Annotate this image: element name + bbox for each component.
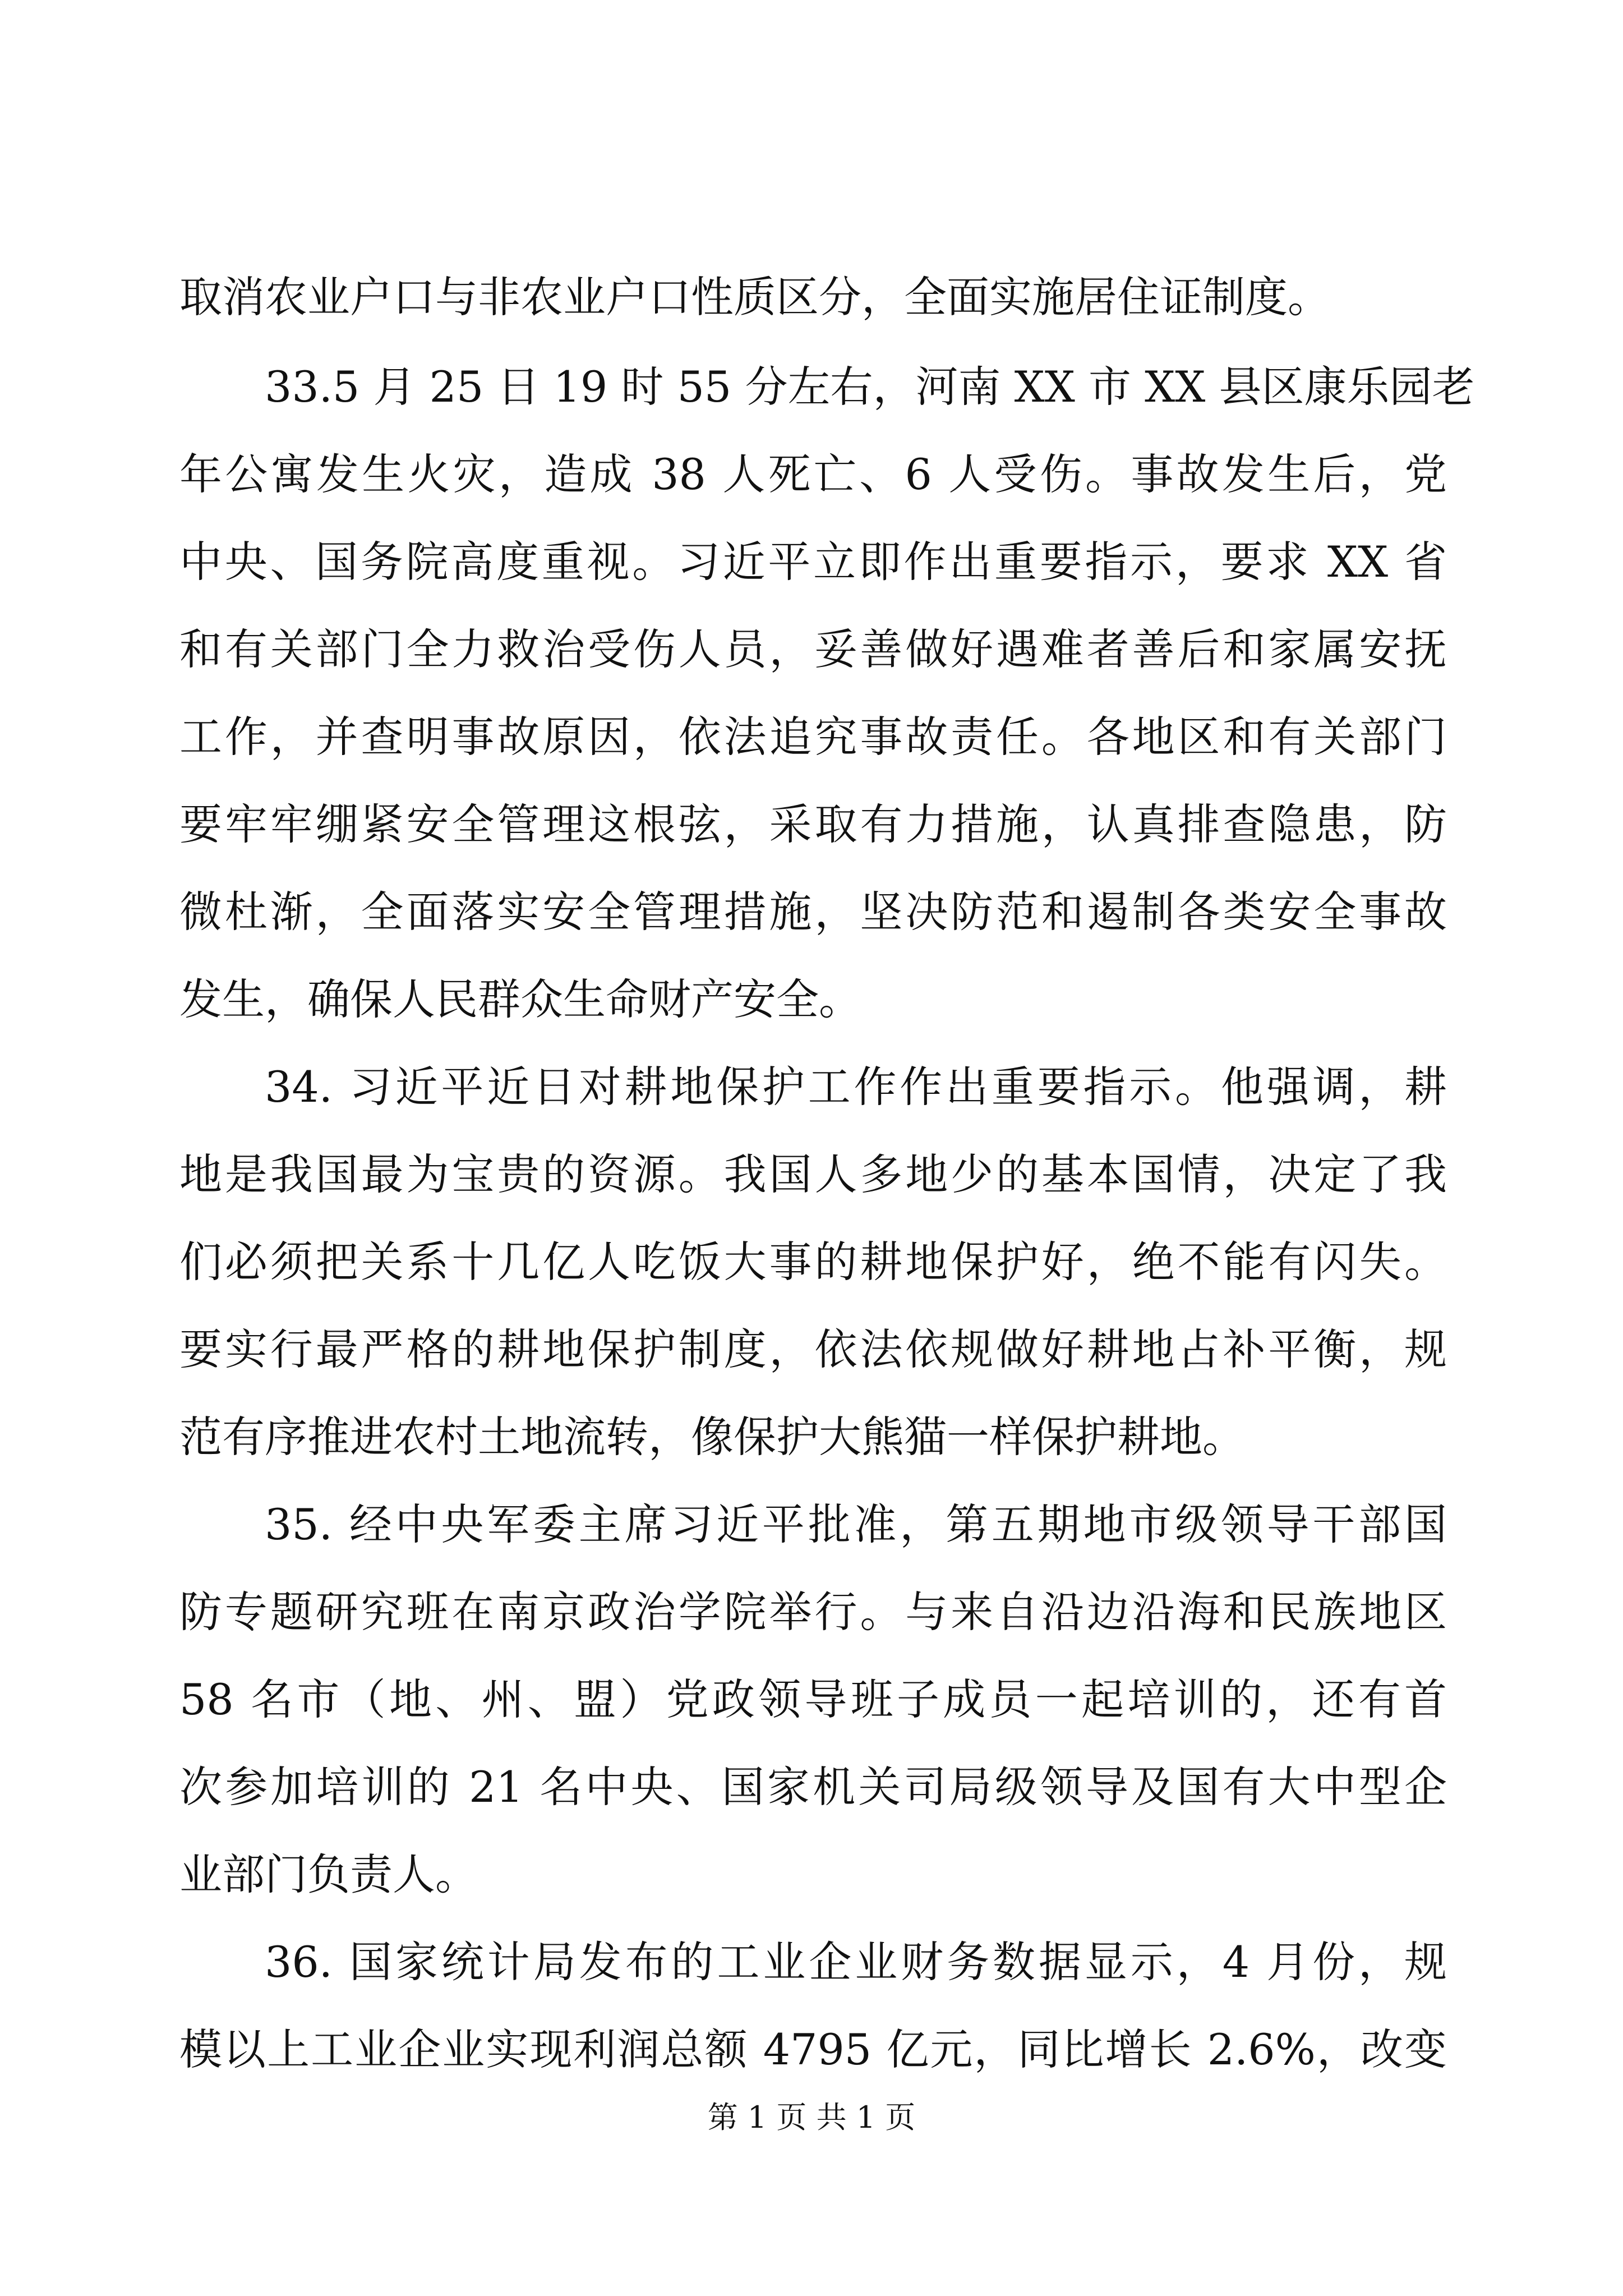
paragraph-line: 年公寓发生火灾，造成 38 人死亡、6 人受伤。事故发生后，党 — [179, 449, 1447, 499]
paragraph-line: 发生，确保人民群众生命财产安全。 — [179, 974, 861, 1024]
paragraph-line: 35. 经中央军委主席习近平批准，第五期地市级领导干部国 — [265, 1499, 1447, 1549]
paragraph-line: 34. 习近平近日对耕地保护工作作出重要指示。他强调，耕 — [265, 1062, 1447, 1112]
paragraph-line: 微杜渐，全面落实安全管理措施，坚决防范和遏制各类安全事故 — [179, 887, 1447, 937]
paragraph-line: 防专题研究班在南京政治学院举行。与来自沿边沿海和民族地区 — [179, 1587, 1447, 1637]
paragraph-line: 业部门负责人。 — [179, 1849, 478, 1899]
paragraph-line: 取消农业户口与非农业户口性质区分，全面实施居住证制度。 — [179, 272, 1330, 322]
paragraph-line: 模以上工业企业实现利润总额 4795 亿元，同比增长 2.6%，改变 — [179, 2024, 1447, 2074]
paragraph-line: 次参加培训的 21 名中央、国家机关司局级领导及国有大中型企 — [179, 1762, 1447, 1812]
paragraph-line: 和有关部门全力救治受伤人员，妥善做好遇难者善后和家属安抚 — [179, 624, 1447, 674]
paragraph-line: 要实行最严格的耕地保护制度，依法依规做好耕地占补平衡，规 — [179, 1324, 1447, 1374]
paragraph-line: 33.5 月 25 日 19 时 55 分左右，河南 XX 市 XX 县区康乐园老 — [265, 362, 1475, 412]
paragraph-line: 工作，并查明事故原因，依法追究事故责任。各地区和有关部门 — [179, 712, 1447, 762]
paragraph-line: 范有序推进农村土地流转，像保护大熊猫一样保护耕地。 — [179, 1412, 1245, 1462]
paragraph-line: 中央、国务院高度重视。习近平立即作出重要指示，要求 XX 省 — [179, 537, 1447, 587]
paragraph-line: 们必须把关系十几亿人吃饭大事的耕地保护好，绝不能有闪失。 — [179, 1237, 1447, 1287]
paragraph-line: 36. 国家统计局发布的工业企业财务数据显示，4 月份，规 — [265, 1937, 1447, 1987]
page-number-footer: 第 1 页 共 1 页 — [707, 2100, 916, 2135]
paragraph-line: 58 名市（地、州、盟）党政领导班子成员一起培训的，还有首 — [179, 1674, 1447, 1724]
paragraph-line: 地是我国最为宝贵的资源。我国人多地少的基本国情，决定了我 — [179, 1149, 1447, 1199]
paragraph-line: 要牢牢绷紧安全管理这根弦，采取有力措施，认真排查隐患，防 — [179, 799, 1447, 849]
